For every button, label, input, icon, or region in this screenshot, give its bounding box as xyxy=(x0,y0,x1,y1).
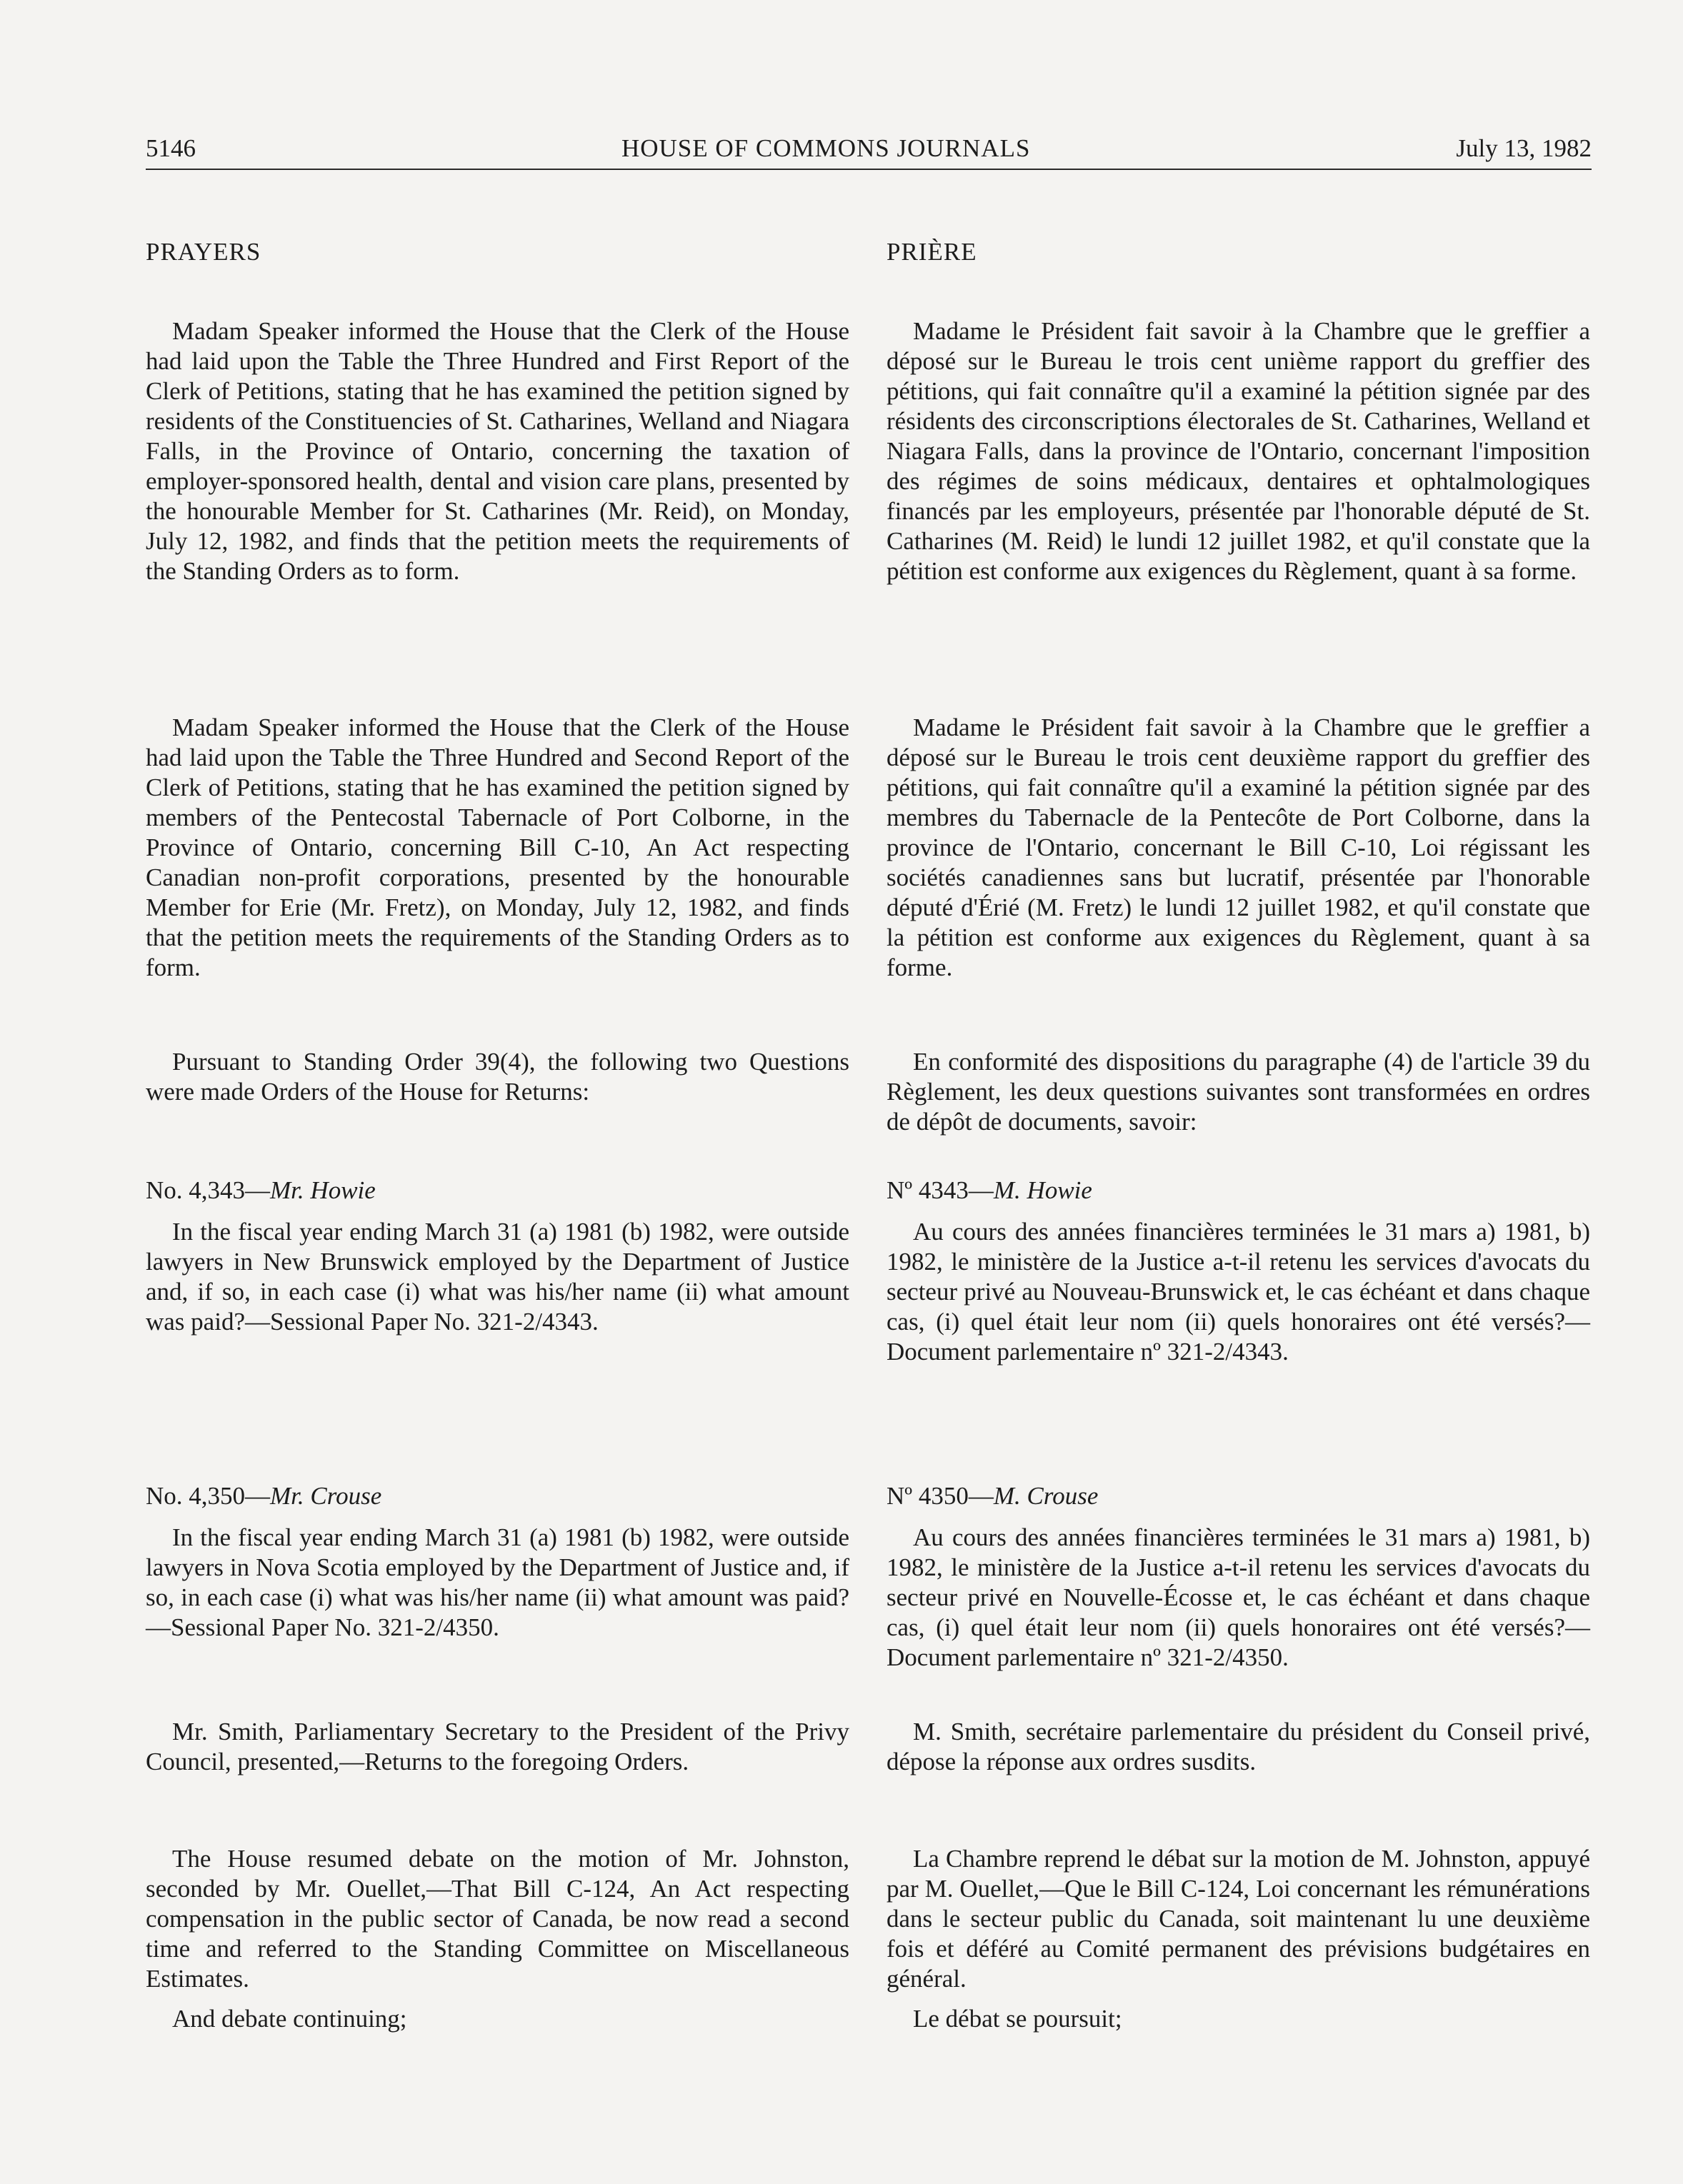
debate-fr: La Chambre reprend le débat sur la motion de M. Johnston, appuyé par M. Ouellet,—Que le Bill C-124, Loi concernant les rémunérations dans le secteur public du Canada, soit maintenant lu une deuxième fois et déféré au Comité permanent des prévisions budgétaires en général. xyxy=(887,1845,1590,1993)
questions-intro-en: Pursuant to Standing Order 39(4), the following two Questions were made Orders of the House for Returns: xyxy=(146,1048,849,1106)
journal-title: HOUSE OF COMMONS JOURNALS xyxy=(621,134,1031,162)
questions-intro-fr: En conformité des dispositions du paragraphe (4) de l'article 39 du Règlement, les deux questions suivantes sont transformées en ordres de dépôt de documents, savoir: xyxy=(887,1048,1590,1136)
question1-text-en: In the fiscal year ending March 31 (a) 1981 (b) 1982, were outside lawyers in New Brunswick employed by the Department of Justice and, if so, in each case (i) what was his/her name (ii) what amount was paid?—Sessional Paper No. 321-2/4343. xyxy=(146,1218,849,1336)
page-date: July 13, 1982 xyxy=(1456,134,1592,162)
page-number: 5146 xyxy=(146,134,196,162)
continuing-en: And debate continuing; xyxy=(172,2005,407,2033)
returns-en: Mr. Smith, Parliamentary Secretary to the President of the Privy Council, presented,—Returns to the foregoing Orders. xyxy=(146,1718,849,1775)
question1-text-fr: Au cours des années financières terminées le 31 mars a) 1981, b) 1982, le ministère de la Justice a-t-il retenu les services d'avocats du secteur privé au Nouveau-Brunswick et, le cas échéant et dans chaque cas, (i) quel était leur nom (ii) quels honoraires ont été versés?—Document parlementaire nº 321-2/4343. xyxy=(887,1218,1590,1366)
prayers-heading-en: PRAYERS xyxy=(146,238,261,266)
question2-heading-en: No. 4,350—Mr. Crouse xyxy=(146,1482,382,1510)
header-rule xyxy=(146,169,1592,170)
continuing-fr: Le débat se poursuit; xyxy=(913,2005,1122,2033)
petition2-en: Madam Speaker informed the House that the Clerk of the House had laid upon the Table the Three Hundred and Second Report of the Clerk of Petitions, stating that he has examined the petition signed by members of the Pentecostal Tabernacle of Port Colborne, in the Province of Ontario, concerning Bill C-10, An Act respecting Canadian non-profit corporations, presented by the honourable Member for Erie (Mr. Fretz), on Monday, July 12, 1982, and finds that the petition meets the requirements of the Standing Orders as to form. xyxy=(146,713,849,981)
petition1-en: Madam Speaker informed the House that the Clerk of the House had laid upon the Table the Three Hundred and First Report of the Clerk of Petitions, stating that he has examined the petition signed by residents of the Constituencies of St. Catharines, Welland and Niagara Falls, in the Province of Ontario, concerning the taxation of employer-sponsored health, dental and vision care plans, presented by the honourable Member for St. Catharines (Mr. Reid), on Monday, July 12, 1982, and finds that the petition meets the requirements of the Standing Orders as to form. xyxy=(146,317,849,585)
returns-fr: M. Smith, secrétaire parlementaire du président du Conseil privé, dépose la réponse aux ordres susdits. xyxy=(887,1718,1590,1775)
question2-text-en: In the fiscal year ending March 31 (a) 1981 (b) 1982, were outside lawyers in Nova Scotia employed by the Department of Justice and, if so, in each case (i) what was his/her name (ii) what amount was paid?—Sessional Paper No. 321-2/4350. xyxy=(146,1523,849,1641)
question1-heading-en: No. 4,343—Mr. Howie xyxy=(146,1176,376,1204)
debate-en: The House resumed debate on the motion of Mr. Johnston, seconded by Mr. Ouellet,—That Bill C-124, An Act respecting compensation in the public sector of Canada, be now read a second time and referred to the Standing Committee on Miscellaneous Estimates. xyxy=(146,1845,849,1993)
prayers-heading-fr: PRIÈRE xyxy=(887,238,977,266)
question2-heading-fr: Nº 4350—M. Crouse xyxy=(887,1482,1099,1510)
petition1-fr: Madame le Président fait savoir à la Chambre que le greffier a déposé sur le Bureau le trois cent unième rapport du greffier des pétitions, qui fait connaître qu'il a examiné la pétition signée par des résidents des circonscriptions électorales de St. Catharines, Welland et Niagara Falls, dans la province de l'Ontario, concernant l'imposition des régimes de soins médicaux, dentaires et ophtalmologiques financés par les employeurs, présentée par l'honorable député de St. Catharines (M. Reid) le lundi 12 juillet 1982, et qu'il constate que la pétition est conforme aux exigences du Règlement, quant à sa forme. xyxy=(887,317,1590,585)
petition2-fr: Madame le Président fait savoir à la Chambre que le greffier a déposé sur le Bureau le trois cent deuxième rapport du greffier des pétitions, qui fait connaître qu'il a examiné la pétition signée par des membres du Tabernacle de la Pentecôte de Port Colborne, dans la province de l'Ontario, concernant le Bill C-10, Loi régissant les sociétés canadiennes sans but lucratif, présentée par l'honorable député d'Érié (M. Fretz) le lundi 12 juillet 1982, et qu'il constate que la pétition est conforme aux exigences du Règlement, quant à sa forme. xyxy=(887,713,1590,981)
question2-text-fr: Au cours des années financières terminées le 31 mars a) 1981, b) 1982, le ministère de la Justice a-t-il retenu les services d'avocats du secteur privé en Nouvelle-Écosse et, le cas échéant et dans chaque cas, (i) quel était leur nom (ii) quels honoraires ont été versés?—Document parlementaire nº 321-2/4350. xyxy=(887,1523,1590,1671)
page-header xyxy=(146,133,1592,164)
question1-heading-fr: Nº 4343—M. Howie xyxy=(887,1176,1092,1204)
